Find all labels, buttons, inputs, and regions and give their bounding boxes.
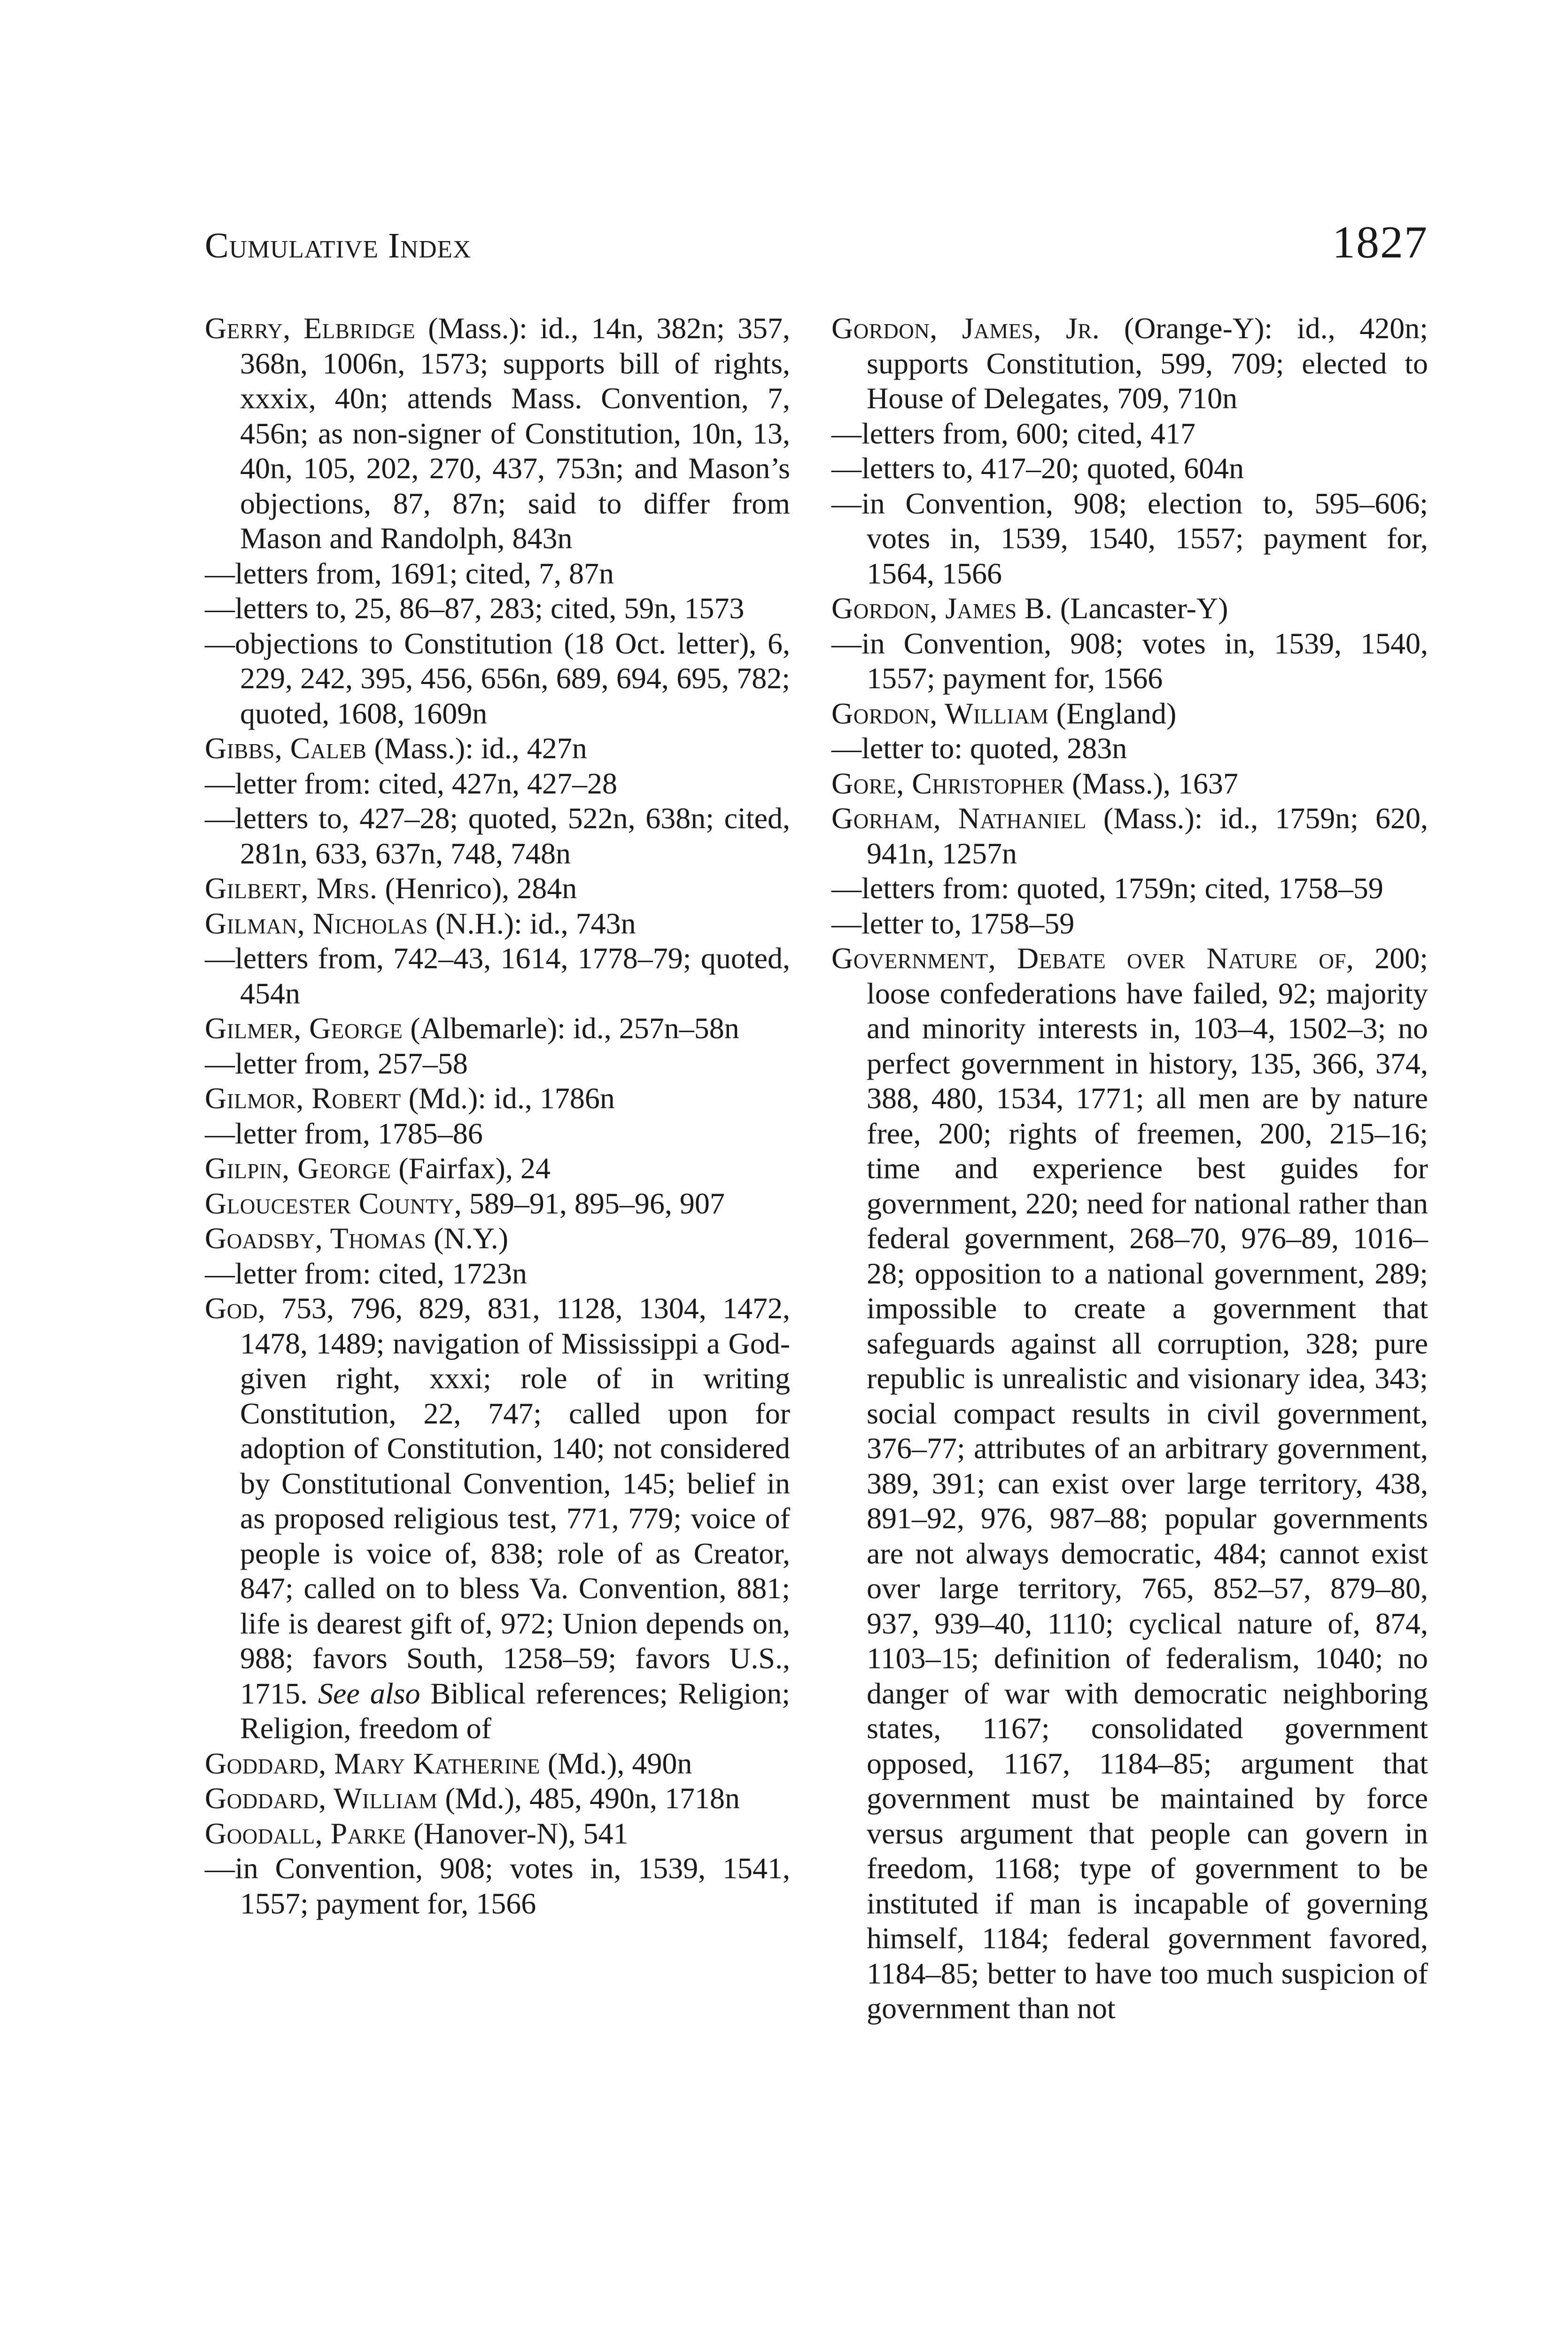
- index-subentry: —letter to: quoted, 283n: [831, 731, 1127, 765]
- running-head-title: Cumulative Index: [205, 226, 472, 265]
- index-entry: Gordon, James, Jr. (Orange-Y): id., 420n; supports Constitution, 599, 709; elected to House of Delegates, 709, 710n: [831, 311, 1428, 415]
- index-entry: Gloucester County, 589–91, 895–96, 907: [205, 1186, 725, 1220]
- index-entry: Gibbs, Caleb (Mass.): id., 427n: [205, 731, 587, 765]
- index-subentry: —objections to Constitution (18 Oct. letter), 6, 229, 242, 395, 456, 656n, 689, 694, 695, 782; quoted, 1608, 1609n: [205, 626, 790, 730]
- index-entry: Gilbert, Mrs. (Henrico), 284n: [205, 871, 577, 905]
- page-number: 1827: [1332, 217, 1428, 268]
- index-subentry: —letters to, 427–28; quoted, 522n, 638n; cited, 281n, 633, 637n, 748, 748n: [205, 801, 790, 870]
- index-subentry: —in Convention, 908; election to, 595–606; votes in, 1539, 1540, 1557; payment for, 1564, 1566: [831, 486, 1428, 590]
- index-subentry: —letter from, 257–58: [205, 1046, 468, 1080]
- index-entry: Goddard, Mary Katherine (Md.), 490n: [205, 1746, 692, 1780]
- index-entry: Goddard, William (Md.), 485, 490n, 1718n: [205, 1781, 740, 1815]
- index-entry: Gilpin, George (Fairfax), 24: [205, 1151, 551, 1185]
- index-column-right: [831, 311, 1428, 2026]
- index-entry: Gordon, William (England): [831, 696, 1177, 730]
- index-subentry: —letters to, 417–20; quoted, 604n: [831, 451, 1244, 485]
- index-entry: Gore, Christopher (Mass.), 1637: [831, 766, 1238, 800]
- index-entry: Government, Debate over Nature of, 200; loose confederations have failed, 92; majority and minority interests in, 103–4, 1502–3; no perfect government in history, 135, 366, 374, 388, 480, 1534, 1771; all men are by nature free, 200; rights of freemen, 200, 215–16; time and experience best guides for government, 220; need for national rather than federal government, 268–70, 976–89, 1016–28; opposition to a national government, 289; impossible to create a government that safeguards against all corruption, 328; pure republic is unrealistic and visionary idea, 343; social compact results in civil government, 376–77; attributes of an arbitrary government, 389, 391; can exist over large territory, 438, 891–92, 976, 987–88; popular governments are not always democratic, 484; cannot exist over large territory, 765, 852–57, 879–80, 937, 939–40, 1110; cyclical nature of, 874, 1103–15; definition of federalism, 1040; no danger of war with democratic neighboring states, 1167; consolidated government opposed, 1167, 1184–85; argument that government must be maintained by force versus argument that people can govern in freedom, 1168; type of government to be instituted if man is incapable of governing himself, 1184; federal government favored, 1184–85; better to have too much suspicion of government than not: [831, 941, 1428, 2025]
- page-header: [205, 216, 1428, 268]
- index-subentry: —letter from: cited, 427n, 427–28: [205, 766, 618, 800]
- index-subentry: —letters from, 600; cited, 417: [831, 416, 1195, 450]
- index-entry: Gilman, Nicholas (N.H.): id., 743n: [205, 906, 636, 940]
- index-column-left: [205, 311, 790, 1921]
- index-entry: Gerry, Elbridge (Mass.): id., 14n, 382n; 357, 368n, 1006n, 1573; supports bill of rights, xxxix, 40n; attends Mass. Convention, 7, 456n; as non-signer of Constitution, 10n, 13, 40n, 105, 202, 270, 437, 753n; and Mason’s objections, 87, 87n; said to differ from Mason and Randolph, 843n: [205, 311, 790, 555]
- index-subentry: —letters to, 25, 86–87, 283; cited, 59n, 1573: [205, 591, 745, 625]
- index-entry: Gordon, James B. (Lancaster-Y): [831, 591, 1228, 625]
- index-subentry: —letters from, 742–43, 1614, 1778–79; quoted, 454n: [205, 941, 790, 1010]
- index-entry: Gilmer, George (Albemarle): id., 257n–58n: [205, 1011, 739, 1045]
- index-subentry: —letters from, 1691; cited, 7, 87n: [205, 556, 614, 590]
- index-subentry: —letter to, 1758–59: [831, 906, 1075, 940]
- index-subentry: —letter from, 1785–86: [205, 1116, 483, 1150]
- index-entry: Gorham, Nathaniel (Mass.): id., 1759n; 620, 941n, 1257n: [831, 801, 1428, 870]
- index-subentry: —letter from: cited, 1723n: [205, 1256, 528, 1290]
- index-subentry: —letters from: quoted, 1759n; cited, 1758–59: [831, 871, 1383, 905]
- index-entry: Gilmor, Robert (Md.): id., 1786n: [205, 1081, 615, 1115]
- index-subentry: —in Convention, 908; votes in, 1539, 1540, 1557; payment for, 1566: [831, 626, 1428, 695]
- index-subentry: —in Convention, 908; votes in, 1539, 1541, 1557; payment for, 1566: [205, 1851, 790, 1920]
- index-entry: Goodall, Parke (Hanover-N), 541: [205, 1816, 629, 1850]
- index-entry: Goadsby, Thomas (N.Y.): [205, 1221, 509, 1255]
- index-entry: God, 753, 796, 829, 831, 1128, 1304, 1472, 1478, 1489; navigation of Mississippi a God-given right, xxxi; role of in writing Constitution, 22, 747; called upon for adoption of Constitution, 140; not considered by Constitutional Convention, 145; belief in as proposed religious test, 771, 779; voice of people is voice of, 838; role of as Creator, 847; called on to bless Va. Convention, 881; life is dearest gift of, 972; Union depends on, 988; favors South, 1258–59; favors U.S., 1715. See also Biblical references; Religion; Religion, freedom of: [205, 1291, 790, 1745]
